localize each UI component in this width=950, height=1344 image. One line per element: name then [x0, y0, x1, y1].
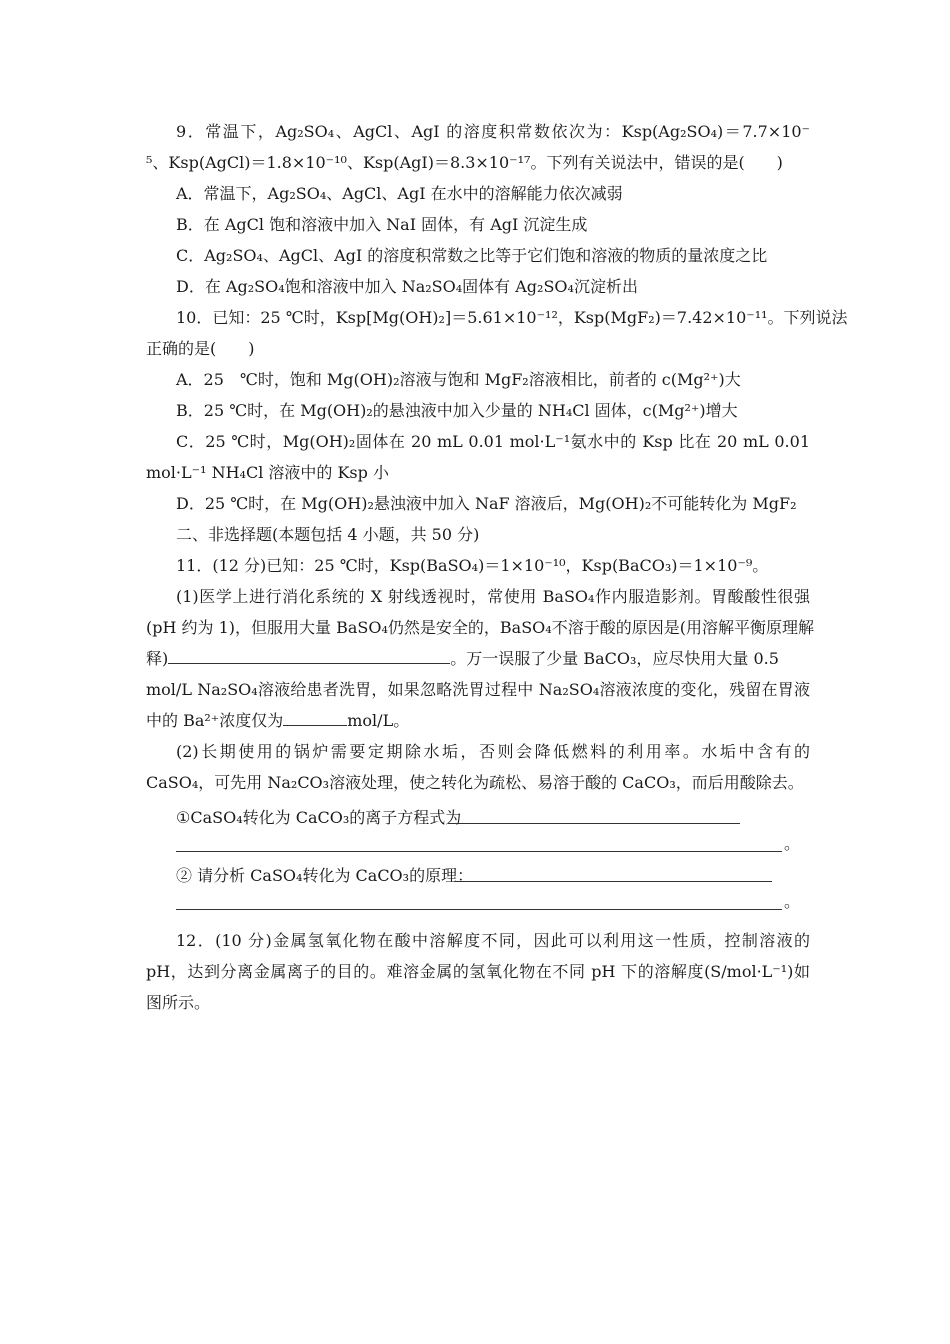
answer-blank-reason[interactable] [168, 645, 450, 664]
q11-part1-line1: (1)医学上进行消化系统的 X 射线透视时，常使用 BaSO₄作内服造影剂。胃酸酸性很强 [176, 587, 810, 606]
answer-blank-ion-equation-1[interactable] [448, 823, 740, 824]
q10-option-d: D．25 ℃时，在 Mg(OH)₂悬浊液中加入 NaF 溶液后，Mg(OH)₂不可能转化为 MgF₂ [176, 494, 797, 513]
q10-option-c-line1: C．25 ℃时，Mg(OH)₂固体在 20 mL 0.01 mol·L⁻¹氨水中的 Ksp 比在 20 mL 0.01 [176, 432, 810, 451]
section-heading: 二、非选择题(本题包括 4 小题，共 50 分) [176, 525, 480, 544]
q10-stem-line2: 正确的是( ) [146, 339, 255, 358]
q9-option-d: D．在 Ag₂SO₄饱和溶液中加入 Na₂SO₄固体有 Ag₂SO₄沉淀析出 [176, 277, 638, 296]
q9-stem-line2: ⁵、Ksp(AgCl)＝1.8×10⁻¹⁰、Ksp(AgI)＝8.3×10⁻¹⁷。下列有关说法中，错误的是( ) [146, 153, 783, 172]
q11-part1-line5 [146, 707, 810, 735]
q11-sub1-label: ①CaSO₄转化为 CaCO₃的离子方程式为 [176, 808, 462, 827]
q9-option-a: A．常温下，Ag₂SO₄、AgCl、AgI 在水中的溶解能力依次减弱 [176, 184, 623, 203]
q11-sub2-label: ② 请分析 CaSO₄转化为 CaCO₃的原理： [176, 866, 474, 885]
q11-part1-line3-start: 释) [146, 649, 169, 668]
q11-sub1-end-mark: 。 [784, 834, 801, 853]
q10-stem-line1: 10．已知：25 ℃时，Ksp[Mg(OH)₂]＝5.61×10⁻¹²，Ksp(MgF₂)＝7.42×10⁻¹¹。下列说法 [176, 308, 848, 327]
q10-option-b: B．25 ℃时，在 Mg(OH)₂的悬浊液中加入少量的 NH₄Cl 固体，c(Mg²⁺)增大 [176, 401, 738, 420]
answer-blank-principle-2[interactable] [176, 909, 782, 910]
q11-part1-line5-start: 中的 Ba²⁺浓度仅为 [146, 711, 284, 730]
answer-blank-principle-1[interactable] [454, 881, 772, 882]
q9-option-b: B．在 AgCl 饱和溶液中加入 NaI 固体，有 AgI 沉淀生成 [176, 215, 588, 234]
answer-blank-ion-equation-2[interactable] [176, 851, 782, 852]
q11-part1-line3 [146, 645, 810, 673]
q11-part1-line5-end: mol/L。 [347, 711, 410, 730]
q12-stem-line2: pH，达到分离金属离子的目的。难溶金属的氢氧化物在不同 pH 下的溶解度(S/mol·L⁻¹)如 [146, 962, 810, 981]
q11-part2-line2: CaSO₄，可先用 Na₂CO₃溶液处理，使之转化为疏松、易溶于酸的 CaCO₃，而后用酸除去。 [146, 773, 804, 792]
answer-blank-ba-concentration[interactable] [283, 707, 347, 726]
q10-option-c-line2: mol·L⁻¹ NH₄Cl 溶液中的 Ksp 小 [146, 463, 389, 482]
q11-part1-line3-end: 。万一误服了少量 BaCO₃，应尽快用大量 0.5 [450, 649, 779, 668]
q12-stem-line3: 图所示。 [146, 993, 211, 1012]
q11-part1-line2: (pH 约为 1)，但服用大量 BaSO₄仍然是安全的，BaSO₄不溶于酸的原因是(用溶解平衡原理解 [146, 618, 814, 637]
q12-stem-line1: 12．(10 分)金属氢氧化物在酸中溶解度不同，因此可以利用这一性质，控制溶液的 [176, 931, 810, 950]
q11-sub2-end-mark: 。 [784, 892, 801, 911]
q11-part2-line1: (2)长期使用的锅炉需要定期除水垢，否则会降低燃料的利用率。水垢中含有的 [176, 742, 810, 761]
q9-stem-line1: 9．常温下，Ag₂SO₄、AgCl、AgI 的溶度积常数依次为：Ksp(Ag₂SO₄)＝7.7×10⁻ [176, 122, 810, 141]
q10-option-a: A．25 ℃时，饱和 Mg(OH)₂溶液与饱和 MgF₂溶液相比，前者的 c(Mg²⁺)大 [176, 370, 741, 389]
q9-option-c: C．Ag₂SO₄、AgCl、AgI 的溶度积常数之比等于它们饱和溶液的物质的量浓度之比 [176, 246, 768, 265]
q11-stem: 11．(12 分)已知：25 ℃时，Ksp(BaSO₄)＝1×10⁻¹⁰，Ksp(BaCO₃)＝1×10⁻⁹。 [176, 556, 769, 575]
q11-part1-line4: mol/L Na₂SO₄溶液给患者洗胃，如果忽略洗胃过程中 Na₂SO₄溶液浓度的变化，残留在胃液 [146, 680, 810, 699]
